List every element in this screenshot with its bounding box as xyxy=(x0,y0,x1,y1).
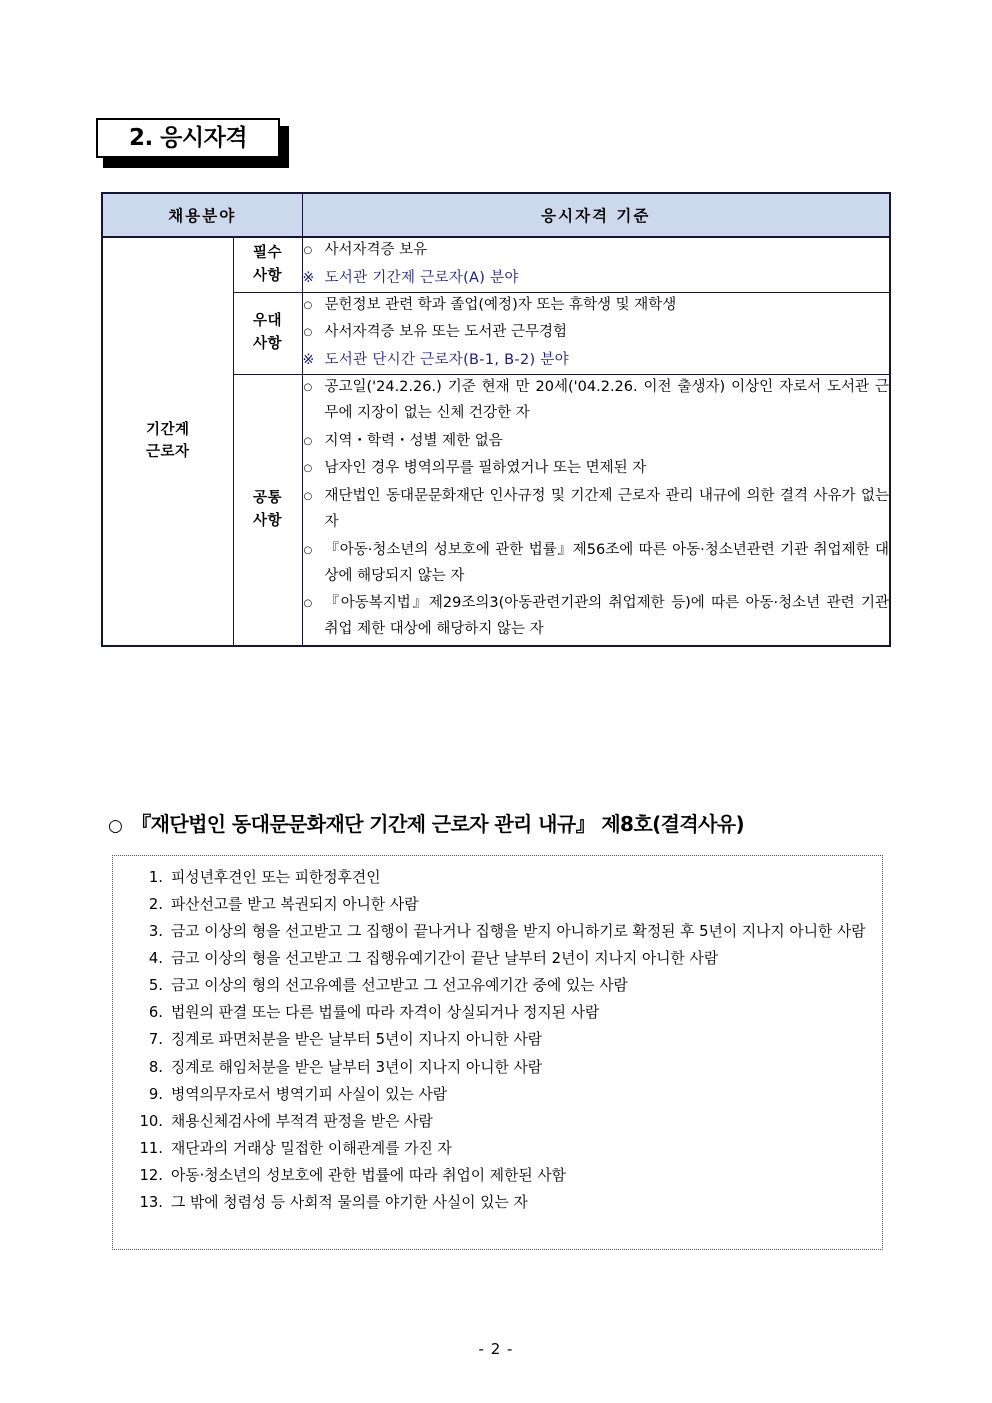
item-number: 3. xyxy=(148,923,163,941)
list-item xyxy=(129,1135,866,1162)
sub-label-common xyxy=(233,374,302,645)
list-item xyxy=(129,972,866,999)
table-header-row xyxy=(102,193,890,237)
list-item: ○ 재단법인 동대문문화재단 인사규정 및 기간제 근로자 관리 내규에 의한 결격 사유가 없는 자 xyxy=(303,484,890,536)
criteria-cell-essential xyxy=(302,237,890,292)
list-item xyxy=(129,1189,866,1216)
sub-label-line2: 사항 xyxy=(252,336,282,353)
section-heading xyxy=(96,118,280,158)
item-number: 10. xyxy=(139,1112,163,1130)
item-text: 금고 이상의 형의 선고유예를 선고받고 그 선고유예기간 중에 있는 사람 xyxy=(171,977,628,995)
item-number: 13. xyxy=(139,1193,163,1211)
list-item: ○ 『아동복지법』제29조의3(아동관련기관의 취업제한 등)에 따른 아동·청소년 관련 기관 취업 제한 대상에 해당하지 않는 자 xyxy=(303,591,890,643)
list-item xyxy=(129,891,866,918)
list-item xyxy=(129,1026,866,1053)
list-item xyxy=(129,999,866,1026)
list-item xyxy=(129,1108,866,1135)
item-text: 금고 이상의 형을 선고받고 그 집행이 끝나거나 집행을 받지 아니하기로 확정된 후 5년이 지나지 아니한 사람 xyxy=(171,923,866,941)
sub-label-line1: 필수 xyxy=(252,244,282,261)
list-item: ○ 지역・학력・성별 제한 없음 xyxy=(303,429,890,455)
list-item: ○ 『아동·청소년의 성보호에 관한 법률』제56조에 따른 아동·청소년관련 기관 취업제한 대상에 해당되지 않는 자 xyxy=(303,538,890,590)
field-label-line1: 기간계 xyxy=(145,422,190,438)
item-text: 금고 이상의 형을 선고받고 그 집행유예기간이 끝난 날부터 2년이 지나지 아니한 사람 xyxy=(171,950,719,968)
item-text: 징계로 파면처분을 받은 날부터 5년이 지나지 아니한 사람 xyxy=(171,1031,543,1049)
page-footer: - 2 - xyxy=(478,1340,514,1358)
item-text: 아동·청소년의 성보호에 관한 법률에 따라 취업이 제한된 사함 xyxy=(171,1166,566,1184)
subsection-heading xyxy=(108,808,898,837)
column-header-field: 채용분야 xyxy=(102,193,302,237)
item-number: 9. xyxy=(148,1085,163,1103)
sub-label-essential xyxy=(233,237,302,292)
field-label-cell xyxy=(102,237,233,646)
list-item: ○ 사서자격증 보유 또는 도서관 근무경험 xyxy=(303,320,890,346)
list-item: ○ 공고일('24.2.26.) 기준 현재 만 20세('04.2.26. 이전 출생자) 이상인 자로서 도서관 근무에 지장이 없는 신체 건강한 자 xyxy=(303,375,890,427)
page-title: 2. 응시자격 xyxy=(128,124,248,151)
disqualification-box xyxy=(112,855,883,1250)
criteria-cell-common xyxy=(302,374,890,645)
sub-label-line2: 사항 xyxy=(252,267,282,284)
table-row xyxy=(102,237,890,292)
sub-label-line1: 공통 xyxy=(252,489,282,506)
item-text: 병역의무자로서 병역기피 사실이 있는 사람 xyxy=(171,1085,448,1103)
item-number: 6. xyxy=(148,1004,163,1022)
disqualification-list xyxy=(129,864,866,1216)
item-number: 7. xyxy=(148,1031,163,1049)
item-number: 5. xyxy=(148,977,163,995)
qualification-table xyxy=(101,192,891,647)
item-text: 채용신체검사에 부적격 판정을 받은 사람 xyxy=(171,1112,433,1130)
item-text: 파산선고를 받고 복권되지 아니한 사람 xyxy=(171,896,419,914)
subsection-title: 『재단법인 동대문문화재단 기간제 근로자 관리 내규』 제8호(결격사유) xyxy=(131,812,745,836)
list-item xyxy=(129,918,866,945)
item-text: 피성년후견인 또는 피한정후견인 xyxy=(171,869,381,886)
ring-bullet-icon: ○ xyxy=(108,816,123,836)
criteria-list xyxy=(303,375,890,643)
item-text: 징계로 해임처분을 받은 날부터 3년이 지나지 아니한 사람 xyxy=(171,1058,543,1076)
list-item: ○ 사서자격증 보유 xyxy=(303,238,890,264)
item-text: 법원의 판결 또는 다른 법률에 따라 자격이 상실되거나 정지된 사람 xyxy=(171,1004,600,1022)
list-item: ○ 남자인 경우 병역의무를 필하였거나 또는 면제된 자 xyxy=(303,456,890,482)
note-preferred: ※ 도서관 단시간 근로자(B-1, B-2) 분야 xyxy=(303,348,890,374)
note-essential: ※ 도서관 기간제 근로자(A) 분야 xyxy=(303,266,890,292)
item-text: 재단과의 거래상 밀접한 이해관계를 가진 자 xyxy=(171,1139,452,1157)
list-item: ○ 문헌정보 관련 학과 졸업(예정)자 또는 휴학생 및 재학생 xyxy=(303,293,890,319)
sub-label-preferred xyxy=(233,292,302,374)
item-number: 1. xyxy=(148,869,163,886)
criteria-list xyxy=(303,238,890,264)
item-number: 2. xyxy=(148,896,163,914)
item-number: 11. xyxy=(139,1139,163,1157)
item-number: 8. xyxy=(148,1058,163,1076)
list-item xyxy=(129,864,866,891)
item-text: 그 밖에 청렴성 등 사회적 물의를 야기한 사실이 있는 자 xyxy=(171,1193,528,1211)
criteria-list xyxy=(303,293,890,347)
heading-box xyxy=(96,118,280,158)
item-number: 4. xyxy=(148,950,163,968)
list-item xyxy=(129,1081,866,1108)
list-item xyxy=(129,1162,866,1189)
item-number: 12. xyxy=(139,1166,163,1184)
sub-label-line1: 우대 xyxy=(252,313,282,330)
field-label-line2: 근로자 xyxy=(145,444,190,461)
column-header-criteria: 응시자격 기준 xyxy=(302,193,890,237)
sub-label-line2: 사항 xyxy=(252,512,282,529)
list-item xyxy=(129,945,866,972)
criteria-cell-preferred xyxy=(302,292,890,374)
list-item xyxy=(129,1054,866,1081)
